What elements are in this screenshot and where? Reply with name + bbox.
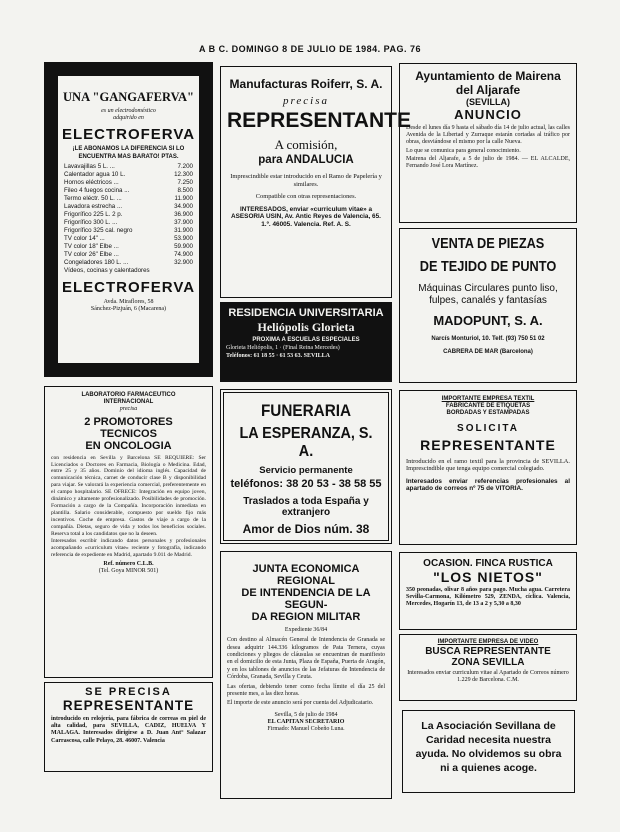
lab-t1: LABORATORIO FARMACEUTICO [81,392,176,398]
junta-body: Con destino al Almacén General de Intendencia de Granada se desea adquirir 144.336 kilogramos de Pata Ternera, cuyas condiciones y pliegos de cláusulas se encuentran de manifiesto en el domicilio de esta Junta, Plaza de España, Puerta de Aragón, y en los tablones de anuncios de las Jefaturas de Intendencia de Córdoba, Granada, Sevilla y Ceuta. [227,637,385,681]
roiferr-company: Manufacturas Roiferr, S. A. [229,77,383,91]
textil-t5: REPRESENTANTE [420,436,556,453]
price-item-name: Fileo 4 fuegos cocina ... [64,186,130,194]
price-item-value: 74.900 [174,250,193,258]
precisa-ad [44,682,213,772]
price-item-value: 31.900 [174,226,193,234]
price-item-value: 34.900 [174,202,193,210]
video-t1: IMPORTANTE EMPRESA DE VIDEO [437,639,539,645]
price-row [64,243,193,251]
textil-body: Introducido en el ramo textil para la provincia de SEVILLA. Imprescindible que tenga equipo comercial colegiado. [406,457,570,473]
price-row [64,235,193,243]
price-row [64,267,193,275]
price-row [64,195,193,203]
mairena-title3: (SEVILLA) [466,97,510,107]
lab-body: con residencia en Sevilla y Barcelona SE REQUIERE: Ser Licenciados o Doctores en Farmacia, Biología o Medicina. Edad, entre 25 y 35 años. Dominio del idioma inglés. Capacidad de comunicación técnica, carnet de conducir clase B y disponibilidad para viajar. Se valorará la experiencia comercial, preferentemente en el campo hospitalario. SE OFRECE: Integración en equipo joven, dinámico y altamente profesionalizado. Posibilidades de promoción. Formación a cargo de la Compañía. Incorporación inmediata en plantilla. Salario considerable, compuesto por sueldo fijo más incentivos. Coche de empresa. Gastos de viaje a cargo de la compañía. Dietas, seguro de vida y todos los beneficios sociales. Reserva total a los candidatos que no la deseen. [51,454,206,537]
lab-t2: INTERNACIONAL [103,399,154,406]
madopunt-city: CABRERA DE MAR (Barcelona) [443,349,533,356]
lab-t5: TECNICOS [100,427,157,440]
madopunt-t1: VENTA DE PIEZAS [431,235,545,252]
junta-exp: Expediente 36/84 [284,627,328,633]
lab-t4: 2 PROMOTORES [84,415,173,428]
lab-ref2: (Tel. Goya MINOR 501) [98,568,159,575]
gangaferva-brand-2: ELECTROFERVA [61,278,196,296]
price-item-name: Hornos eléctricos ... [64,178,119,186]
esperanza-t6: extranjero [281,507,331,518]
price-item-value: 11.900 [174,194,193,202]
lab-ref1: Ref. número C.L.B. [103,561,154,568]
nietos-body: 350 peonadas, olivar 8 años para pago. Mucha agua. Carretera Sevilla-Carmona, Kilómetro 529, ZENDA, cíclica. Valencia, Mercedes, Hogarín 13, de 13 a 2 y 5,30 a 8,30 [406,587,570,608]
nietos-t2: "LOS NIETOS" [433,569,543,585]
price-item-name: TV color 26" Elbe ... [64,250,119,258]
gangaferva-addr2: Sánchez-Pizjuán, 6 (Macarena) [90,306,167,313]
gangaferva-sub1: es un electrodoméstico [101,108,156,114]
esperanza-t2: LA ESPERANZA, S. A. [239,425,373,460]
junta-ad [220,551,392,799]
esperanza-ad [220,389,392,544]
price-row [64,259,193,267]
madopunt-t2: DE TEJIDO DE PUNTO [419,258,557,275]
video-t3: ZONA SEVILLA [451,657,525,669]
junta-t3: DA REGION MILITAR [251,611,361,623]
gangaferva-addr1: Avda. Miraflores, 58 [103,298,154,305]
junta-sign2: Firmado: Manuel Cobeño Luna. [267,726,345,733]
gangaferva-ad [44,62,213,377]
roiferr-text3: INTERESADOS, enviar «curriculum vitae» a ASESORIA USIN, Av. Antic Reyes de Valencia, 65. 1.º. 46005. Valencia. Ref. A. S. [231,205,381,228]
roiferr-precisa: precisa [283,95,329,107]
mairena-title1: Ayuntamiento de Mairena [415,69,561,83]
price-item-value: 7.200 [177,162,193,170]
precisa-t1: SE PRECISA [85,686,172,698]
price-row [64,251,193,259]
price-row [64,227,193,235]
junta-t2: DE INTENDENCIA DE LA SEGUN- [241,587,371,611]
mairena-title2: del Aljarafe [455,83,521,97]
price-item-name: TV color 14" ... [64,234,105,242]
roiferr-text2: Compatible con otras representaciones. [255,193,357,201]
price-item-value: 8.500 [177,186,193,194]
junta-date: Sevilla, 5 de julio de 1984 [274,711,338,718]
residencia-addr: Glorieta Heliópolis, 1 · (Final Reina Mercedes) [226,345,340,352]
roiferr-cond1: A comisión, [274,137,338,152]
precisa-t2: REPRESENTANTE [62,698,195,713]
price-item-name: Congeladores 180 L. ... [64,258,129,266]
textil-t3: BORDADAS Y ESTAMPADAS [446,410,530,417]
video-ad [399,634,577,701]
price-list [64,163,193,275]
esperanza-t4: teléfonos: 38 20 53 - 38 58 55 [230,478,382,490]
caridad-text: La Asociación Sevillana de Caridad necesita nuestra ayuda. No olvidemos su obra ni a quienes acoge. [415,720,562,774]
laboratorio-ad [44,386,213,678]
precisa-body: introducido en relojería, para fábrica de correas en piel de alta calidad, para SEVILLA, CADIZ, HUELVA Y MALAGA. Interesados dirigirse a D. Juan Ant° Salazar Carrascosa, calle Pelayo, 28. 46007. Valencia [51,716,206,744]
residencia-ad [220,302,392,382]
price-row [64,203,193,211]
price-item-name: Vídeos, cocinas y calentadores [64,266,150,274]
textil-t1: IMPORTANTE EMPRESA TEXTIL [441,396,535,402]
junta-body2: Las ofertas, debiendo tener como fecha límite el día 25 del presente mes, a las diez horas. [227,683,385,698]
price-item-name: Calentador agua 10 L. [64,170,126,178]
video-body: Interesados enviar curriculum vitae al Apartado de Correos número 1.229 de Barcelona. C.M. [407,670,569,684]
mairena-sign: Mairena del Aljarafe, a 5 de julio de 1984. — EL ALCALDE, Fernando José Lora Martínez. [406,155,570,170]
junta-t1: JUNTA ECONOMICA REGIONAL [252,563,360,587]
mairena-body2: Lo que se comunica para general conocimiento. [406,147,521,154]
price-row [64,179,193,187]
residencia-tel: Teléfonos: 61 18 55 · 61 53 63. SEVILLA [226,353,330,360]
price-row [64,171,193,179]
textil-body2: Interesados enviar referencias profesionales al apartado de correos nº 75 de VITORIA. [406,477,570,493]
madopunt-ad [399,228,577,383]
lab-t3: precisa [119,406,138,413]
textil-t4: SOLICITA [457,422,519,434]
textil-ad [399,390,577,545]
textil-t2: FABRICANTE DE ETIQUETAS [445,403,531,410]
price-row [64,163,193,171]
price-item-name: Lavavajillas 5 L. ... [64,162,115,170]
price-item-value: 7.250 [177,178,193,186]
gangaferva-lead: ¡LE ABONAMOS LA DIFERENCIA SI LO ENCUENTRA MAS BARATO! PTAS. [72,146,185,160]
price-item-name: TV color 18" Elbe ... [64,242,119,250]
price-item-name: Frigorífico 325 cal. negro [64,226,133,234]
junta-sign1: EL CAPITAN SECRETARIO [267,719,345,726]
price-item-name: Lavadora estrecha ... [64,202,123,210]
price-row [64,187,193,195]
price-row [64,219,193,227]
gangaferva-title: UNA "GANGAFERVA" [63,90,194,104]
madopunt-t3: Máquinas Circulares punto liso, fulpes, canalés y fantasías [418,283,558,306]
lab-body2: Interesados escribir indicando datos personales y profesionales acompañando «curriculum vitae» reciente y fotografía, indicando referencia de expediente en Madrid, apartado 9.011 de Madrid. [51,538,206,559]
price-item-name: Termo eléctr. 50 L. ... [64,194,122,202]
madopunt-addr: Narcís Monturiol, 10. Telf. (93) 750 51 02 [431,336,545,342]
caridad-ad [402,710,575,793]
lab-t6: EN ONCOLOGIA [85,439,172,452]
residencia-sub: PROXIMA A ESCUELAS ESPECIALES [252,337,360,343]
madopunt-company: MADOPUNT, S. A. [433,313,543,328]
nietos-t1: OCASION. FINCA RUSTICA [423,558,553,569]
mairena-title4: ANUNCIO [454,107,522,122]
roiferr-role: REPRESENTANTE [227,109,411,132]
junta-body3: El importe de este anuncio será por cuenta del Adjudicatario. [227,700,374,707]
video-t2: BUSCA REPRESENTANTE [425,646,551,658]
residencia-title: RESIDENCIA UNIVERSITARIA [228,307,384,319]
mairena-body: Desde el lunes día 9 hasta el sábado día 14 de julio actual, las calles Avenida de la Libertad y Zurraque estarán cortadas al tráfico por obras, desviándose el mismo por la calle Nueva. [406,125,570,146]
gangaferva-sub2: adquirido en [113,115,144,122]
esperanza-t7: Amor de Dios núm. 38 [242,522,370,536]
price-item-value: 32.900 [174,258,193,266]
esperanza-t1: FUNERARIA [260,401,352,420]
nietos-ad [399,552,577,630]
price-item-name: Frigorífico 300 L. ... [64,218,118,226]
roiferr-text1: Imprescindible estar introducido en el Ramo de Papelería y similares. [230,173,382,188]
price-item-name: Frigorífico 225 L. 2 p. [64,210,123,218]
roiferr-cond2: para ANDALUCIA [258,154,354,166]
roiferr-ad [220,66,411,298]
price-item-value: 12.300 [174,170,193,178]
price-item-value: 59.900 [174,242,193,250]
page-header: A B C. DOMINGO 8 DE JULIO DE 1984. PAG. 76 [198,44,422,54]
price-item-value: 53.900 [174,234,193,242]
esperanza-t5: Traslados a toda España y [243,496,369,507]
residencia-name: Heliópolis Glorieta [257,320,355,334]
esperanza-t3: Servicio permanente [259,465,353,476]
price-item-value: 36.900 [174,210,193,218]
price-row [64,211,193,219]
gangaferva-brand: ELECTROFERVA [61,126,196,144]
price-item-value: 37.900 [174,218,193,226]
mairena-ad [399,63,577,223]
